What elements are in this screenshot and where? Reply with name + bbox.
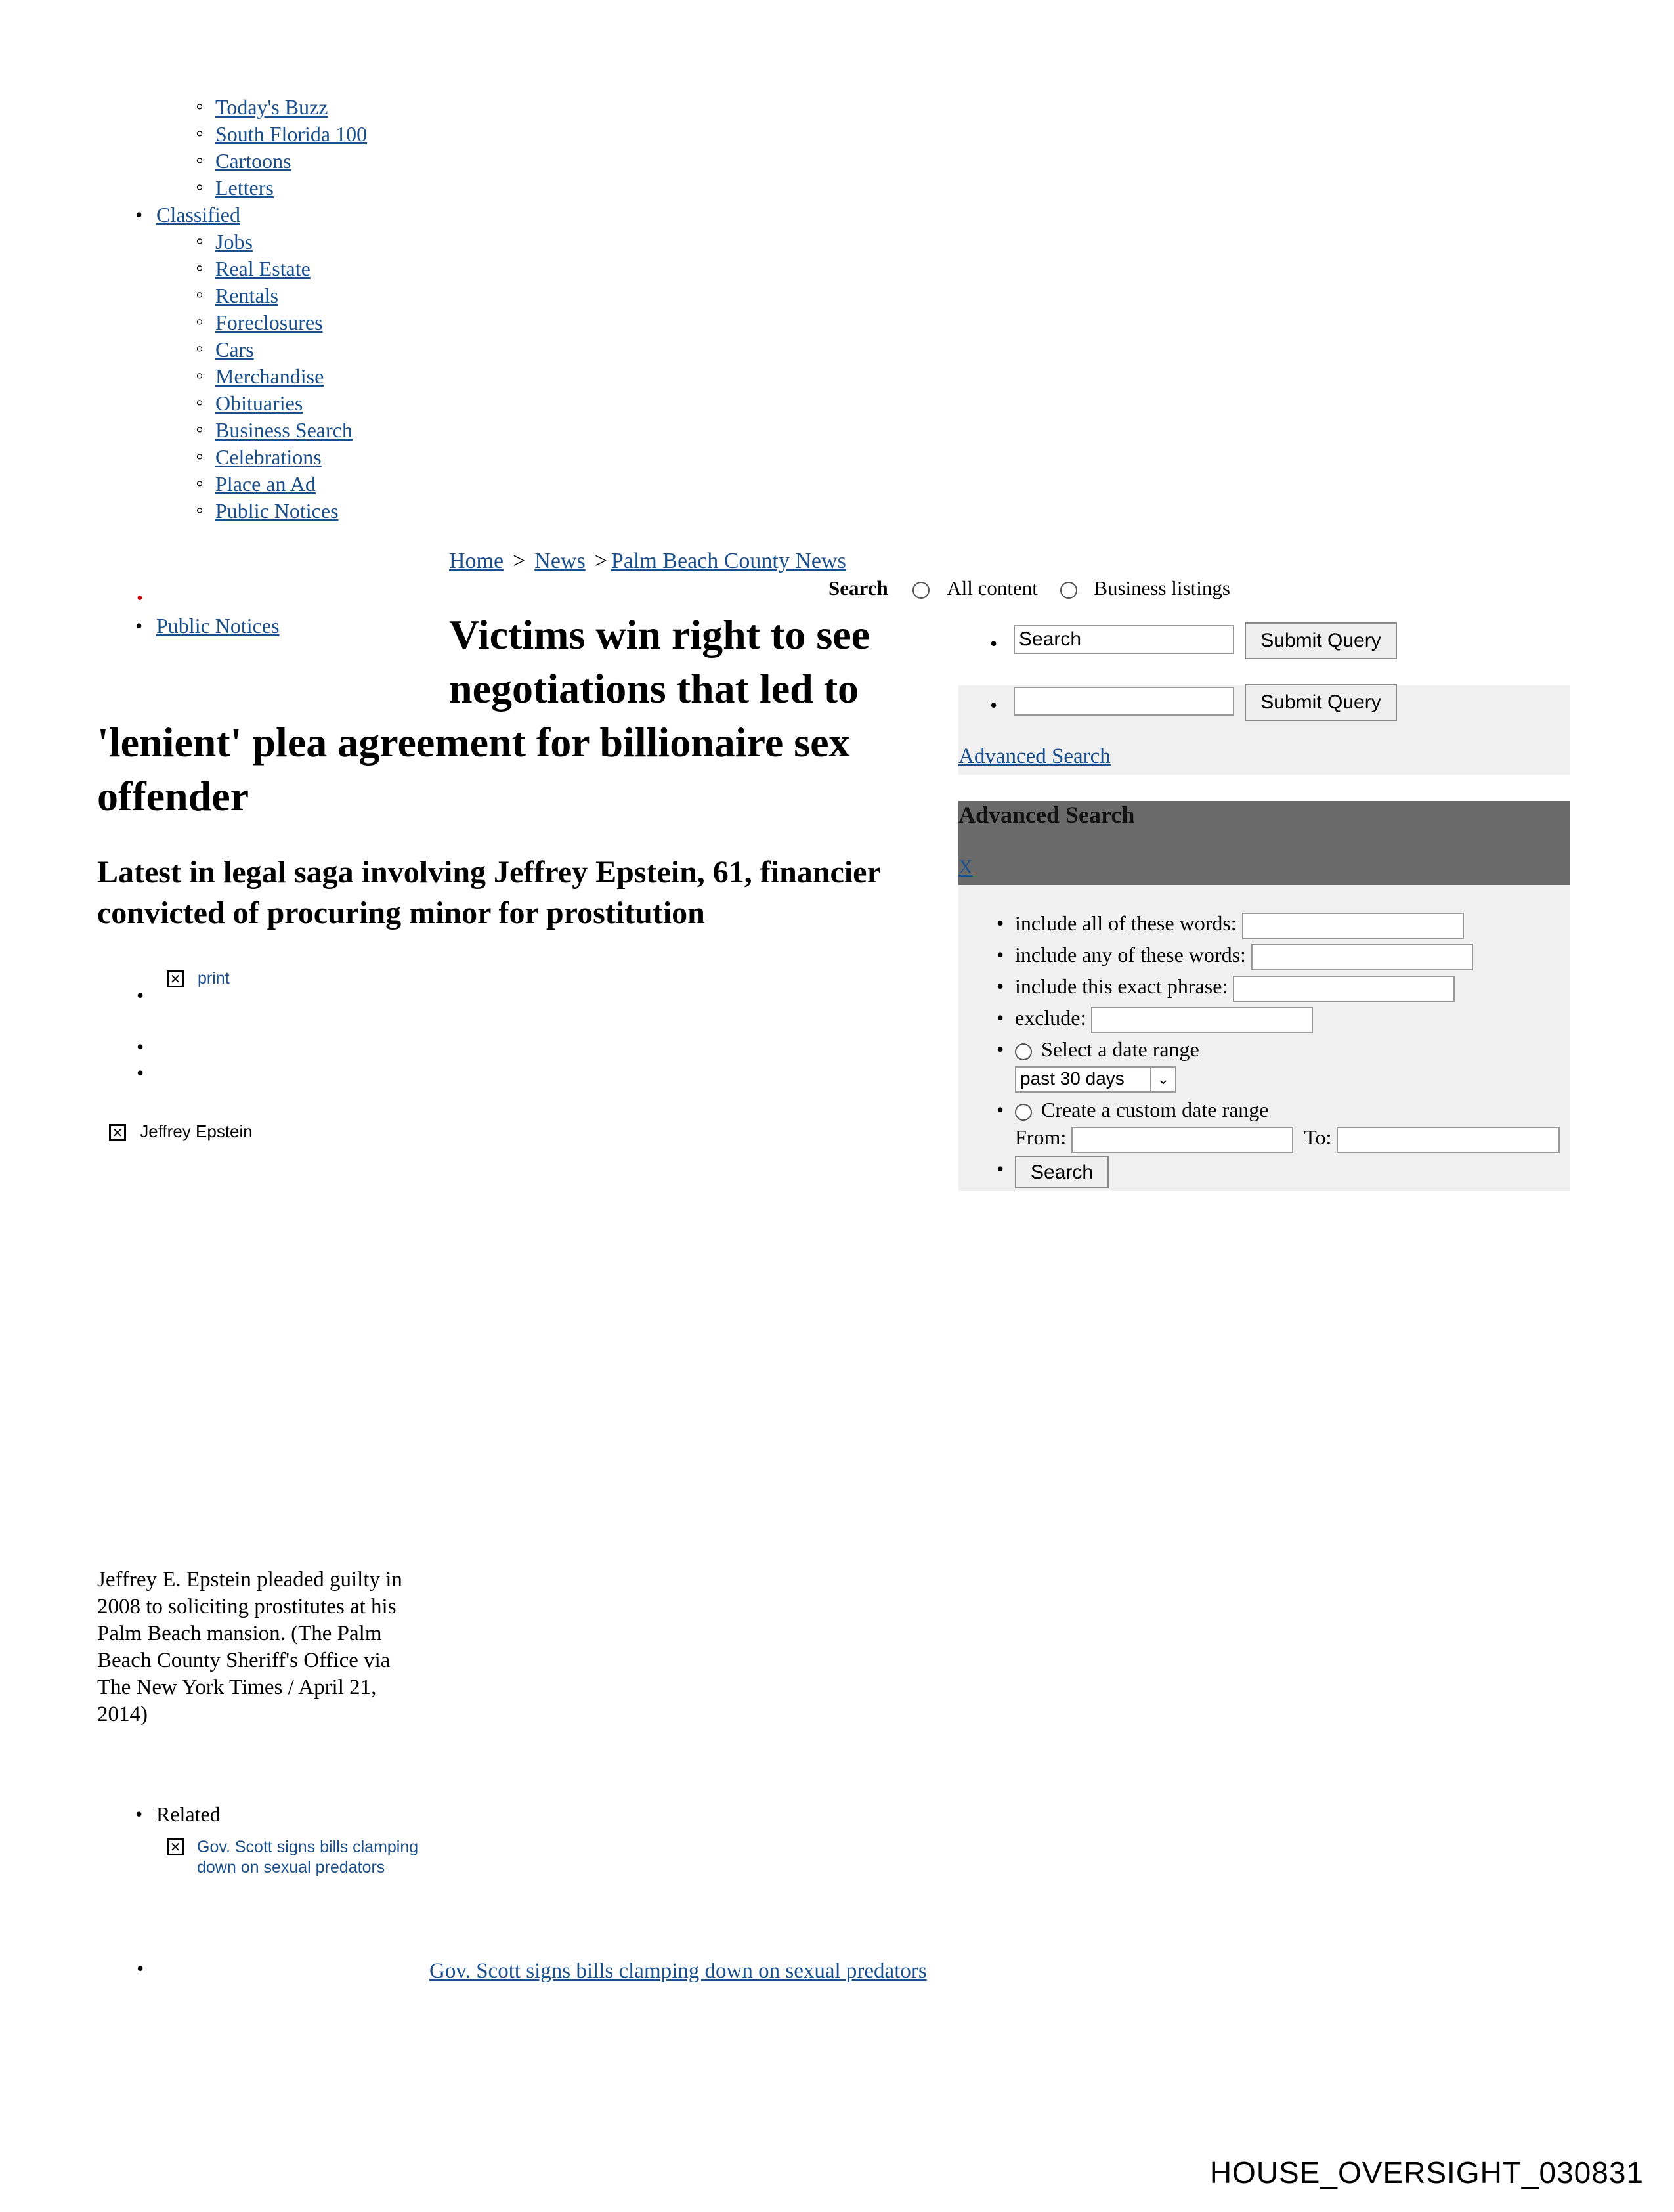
nav-item-rentals[interactable]: ◦ Rentals xyxy=(215,283,278,308)
print-label: print xyxy=(197,969,230,987)
any-words-label: include any of these words: xyxy=(1015,943,1246,966)
broken-image-icon: ✕ xyxy=(167,970,184,987)
document-id: HOUSE_OVERSIGHT_030831 xyxy=(1209,2156,1644,2190)
custom-range-label: Create a custom date range xyxy=(1041,1098,1269,1121)
to-date-input[interactable] xyxy=(1337,1127,1560,1153)
advanced-search-button[interactable]: Search xyxy=(1015,1156,1109,1188)
nav-item-classified[interactable]: • Classified xyxy=(156,202,240,227)
bullet: • xyxy=(137,984,144,1007)
exclude-input[interactable] xyxy=(1091,1007,1313,1033)
nav-item-place-an-ad[interactable]: ◦ Place an Ad xyxy=(215,471,316,496)
nav-item-merchandise[interactable]: ◦ Merchandise xyxy=(215,364,324,389)
radio-business-listings-label: Business listings xyxy=(1094,576,1230,599)
submit-query-button-2[interactable]: Submit Query xyxy=(1245,684,1397,721)
exact-phrase-input[interactable] xyxy=(1233,976,1455,1002)
date-range-radio[interactable] xyxy=(1015,1043,1032,1060)
exact-phrase-row xyxy=(1015,973,1455,1002)
broken-image-icon: ✕ xyxy=(109,1124,126,1141)
date-range-value: past 30 days xyxy=(1020,1068,1125,1089)
nav-item-cars[interactable]: ◦ Cars xyxy=(215,337,254,362)
breadcrumb-section[interactable]: Palm Beach County News xyxy=(611,549,846,573)
nav-item-todays-buzz[interactable]: ◦ Today's Buzz xyxy=(215,95,328,119)
advanced-search-title: Advanced Search xyxy=(958,802,1135,828)
bullet: • xyxy=(990,632,998,655)
date-range-label: Select a date range xyxy=(1041,1037,1199,1061)
submit-query-button[interactable]: Submit Query xyxy=(1245,622,1397,659)
subheadline: Latest in legal saga involving Jeffrey Epstein, 61, financier convicted of procuring minor for prostitution xyxy=(97,855,880,930)
custom-range-radio[interactable] xyxy=(1015,1104,1032,1121)
advanced-search-header xyxy=(958,801,1570,885)
date-range-select-row xyxy=(1015,1064,1176,1093)
from-date-input[interactable] xyxy=(1071,1127,1293,1153)
close-icon[interactable]: X xyxy=(958,856,973,878)
exact-phrase-label: include this exact phrase: xyxy=(1015,974,1228,998)
breadcrumb xyxy=(449,549,846,574)
radio-all-content[interactable] xyxy=(912,582,930,599)
nav-item-celebrations[interactable]: ◦ Celebrations xyxy=(215,445,322,469)
search-label: Search xyxy=(828,576,888,599)
headline-line1: Victims win right to see negotiations that led to xyxy=(449,611,870,712)
nav-item-public-notices[interactable]: • Public Notices xyxy=(156,613,280,638)
related-article-link[interactable]: Gov. Scott signs bills clamping down on sexual predators xyxy=(429,1959,927,1983)
all-words-input[interactable] xyxy=(1242,913,1464,939)
breadcrumb-home[interactable]: Home xyxy=(449,549,504,573)
advanced-search-form xyxy=(958,885,1570,1191)
from-label: From: xyxy=(1015,1125,1067,1149)
date-range-select[interactable] xyxy=(1015,1066,1176,1093)
nav-item-jobs[interactable]: ◦ Jobs xyxy=(215,229,253,254)
bullet: • xyxy=(137,1035,144,1058)
to-label: To: xyxy=(1304,1125,1332,1149)
all-words-row xyxy=(1015,910,1464,939)
exclude-label: exclude: xyxy=(1015,1006,1086,1030)
radio-all-content-label: All content xyxy=(947,576,1038,599)
nav-item-letters[interactable]: ◦ Letters xyxy=(215,175,274,200)
related-label: • Related xyxy=(156,1802,221,1827)
chevron-down-icon: ⌄ xyxy=(1150,1068,1175,1091)
radio-business-listings[interactable] xyxy=(1060,582,1077,599)
nav-item-cartoons[interactable]: ◦ Cartoons xyxy=(215,148,291,173)
any-words-input[interactable] xyxy=(1251,944,1473,970)
search-input[interactable]: Search xyxy=(1014,625,1234,654)
nav-item-south-florida-100[interactable]: ◦ South Florida 100 xyxy=(215,121,367,146)
any-words-row xyxy=(1015,942,1473,970)
breadcrumb-separator: > xyxy=(594,549,607,573)
print-link[interactable] xyxy=(167,969,230,988)
nav-item-business-search[interactable]: ◦ Business Search xyxy=(215,418,353,443)
custom-range-fields xyxy=(1015,1124,1560,1153)
article-image xyxy=(109,1121,253,1142)
nav-item-public-notices-sub[interactable]: ◦ Public Notices xyxy=(215,498,339,523)
all-words-label: include all of these words: xyxy=(1015,911,1237,935)
search-scope xyxy=(828,576,1230,600)
bullet: • xyxy=(137,1061,144,1085)
broken-image-icon: ✕ xyxy=(167,1838,184,1855)
bullet: • xyxy=(137,1957,144,1980)
nav-item-real-estate[interactable]: ◦ Real Estate xyxy=(215,256,311,281)
secondary-search-input[interactable] xyxy=(1014,687,1234,716)
nav-item-obituaries[interactable]: ◦ Obituaries xyxy=(215,391,303,416)
related-thumb-link[interactable]: Gov. Scott signs bills clamping down on sexual predators xyxy=(197,1838,419,1876)
advanced-search-link[interactable]: Advanced Search xyxy=(958,745,1111,768)
custom-range-row xyxy=(1015,1096,1269,1123)
breadcrumb-separator: > xyxy=(513,549,526,573)
advanced-search-button-row xyxy=(1015,1156,1109,1188)
article-image-alt: Jeffrey Epstein xyxy=(140,1121,253,1141)
nav-item-foreclosures[interactable]: ◦ Foreclosures xyxy=(215,310,323,335)
bullet: • xyxy=(990,693,998,717)
breadcrumb-news[interactable]: News xyxy=(534,549,586,573)
photo-caption: Jeffrey E. Epstein pleaded guilty in 2008 to soliciting prostitutes at his Palm Beach mansion. (The Palm Beach County Sheriff's Office via The New York Times / April 21, 2014) xyxy=(97,1568,402,1726)
exclude-row xyxy=(1015,1005,1313,1033)
date-range-row xyxy=(1015,1036,1199,1062)
headline-line2: 'lenient' plea agreement for billionaire sex offender xyxy=(97,719,850,819)
red-bullet: • xyxy=(137,588,143,609)
